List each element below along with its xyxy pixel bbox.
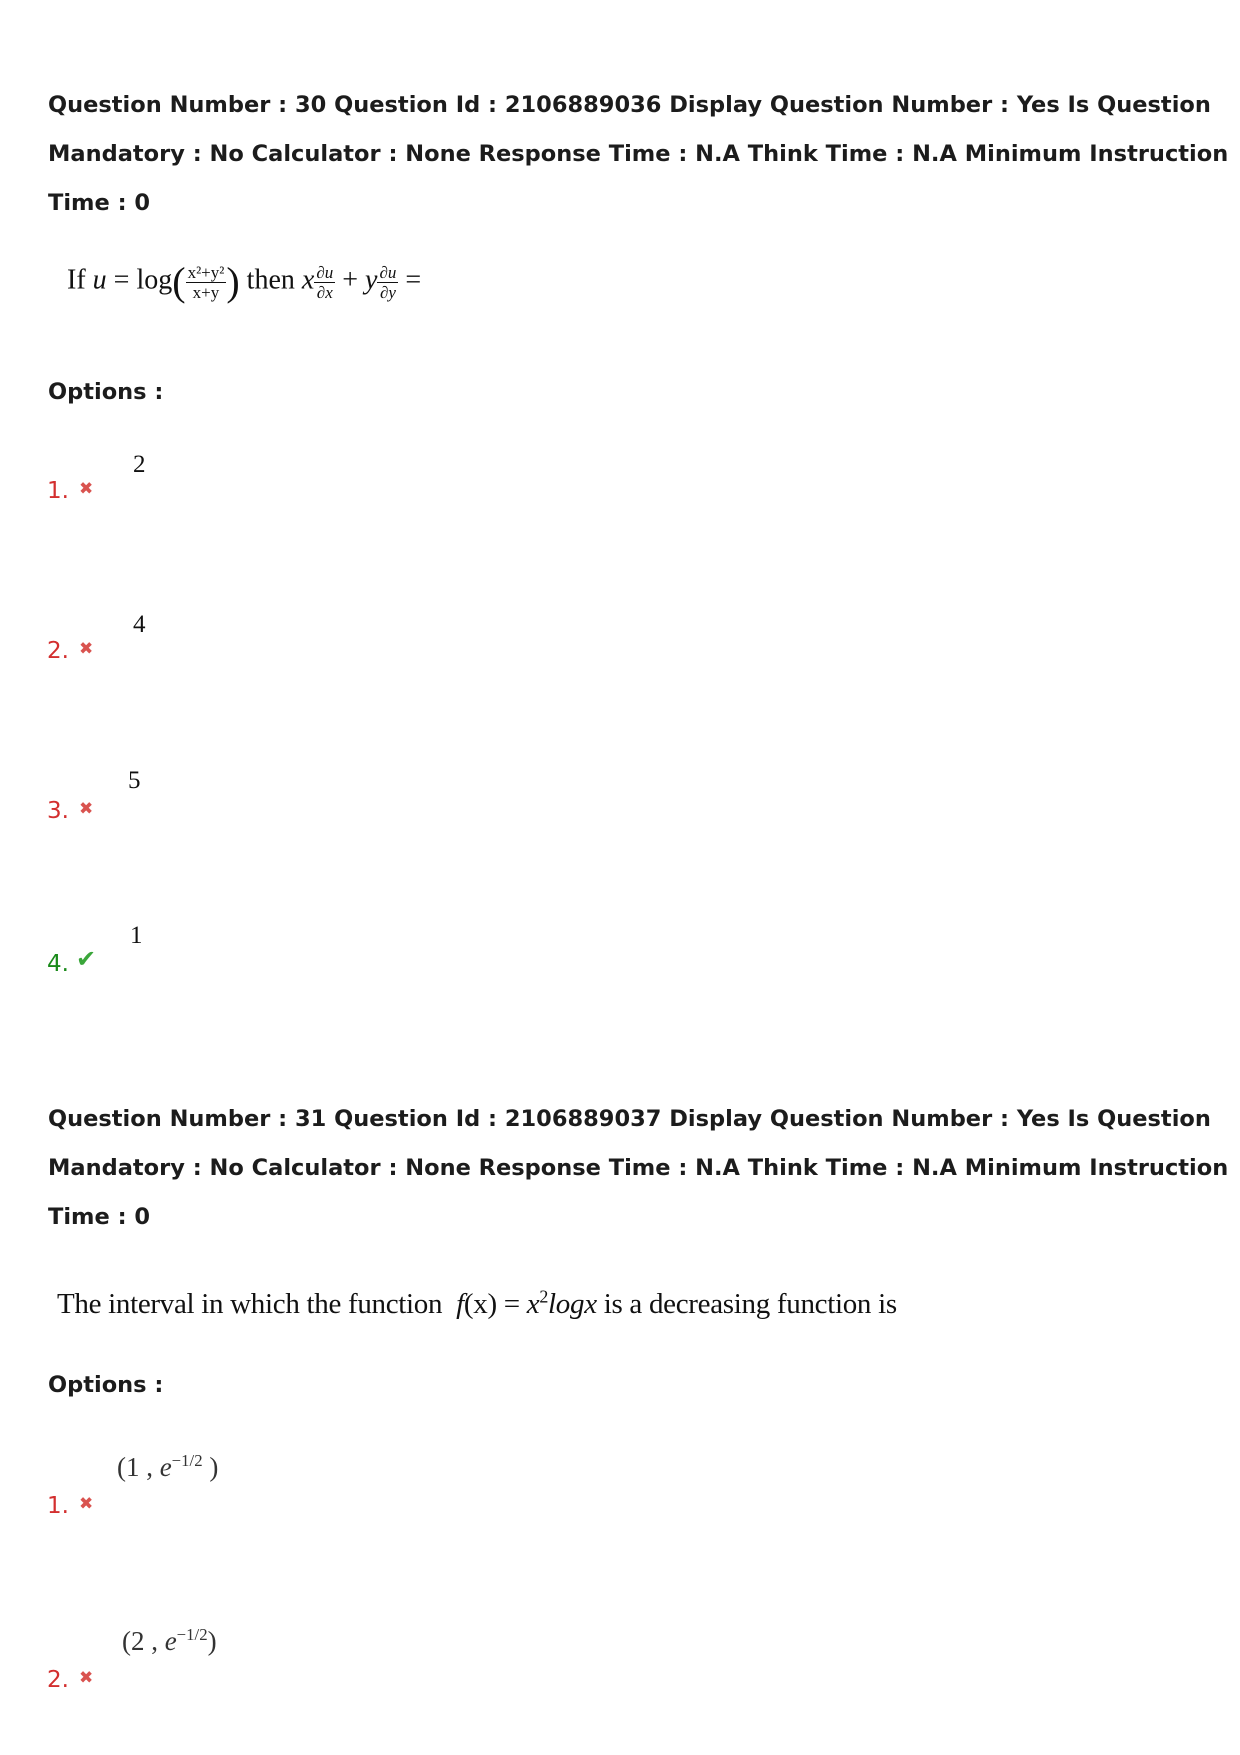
interval-exponent: −1/2 (176, 1625, 208, 1644)
options-label: Options : (48, 1372, 164, 1398)
stem-operator: = (113, 264, 130, 296)
stem-function: log (136, 264, 173, 296)
option-value: 2 (133, 451, 146, 478)
stem-var: u (92, 264, 107, 296)
interval-base: e (159, 1452, 172, 1482)
header-line: Time : 0 (48, 1204, 151, 1230)
interval-open: (2 , (122, 1626, 158, 1656)
check-icon: ✔ (76, 946, 97, 973)
option-value (122, 1626, 217, 1657)
cross-icon: ✖ (79, 1494, 94, 1513)
header-line: Mandatory : No Calculator : None Response Time : N.A Think Time : N.A Minimum Instruction (48, 141, 1229, 167)
stem-operator: = (405, 264, 422, 296)
question-31-header (48, 1095, 1229, 1242)
interval-exponent: −1/2 (171, 1451, 203, 1470)
question-30-header (48, 81, 1229, 228)
interval-base: e (164, 1626, 177, 1656)
option-value (117, 1452, 218, 1483)
fraction-denominator: ∂y (379, 282, 396, 302)
option-number: 2. (47, 638, 69, 664)
fraction-numerator: x²+y² (187, 262, 225, 282)
option-value: 4 (133, 611, 146, 638)
option-number: 1. (47, 1493, 69, 1519)
option-number: 4. (47, 951, 69, 977)
fraction-numerator: ∂u (379, 262, 397, 282)
cross-icon: ✖ (79, 479, 94, 498)
interval-close: ) (209, 1452, 219, 1482)
option-number: 3. (47, 798, 69, 824)
right-paren: ) (226, 259, 240, 304)
interval-close: ) (207, 1626, 217, 1656)
stem-var: x (526, 1288, 540, 1320)
header-line: Question Number : 31 Question Id : 2106889037 Display Question Number : Yes Is Question (48, 1106, 1211, 1132)
stem-text: If (67, 264, 86, 296)
stem-var: logx (548, 1288, 597, 1320)
cross-icon: ✖ (79, 799, 94, 818)
stem-exponent: 2 (539, 1286, 549, 1307)
stem-text: The interval in which the function (57, 1288, 443, 1320)
header-line: Mandatory : No Calculator : None Response Time : N.A Think Time : N.A Minimum Instruction (48, 1155, 1229, 1181)
stem-var: f (456, 1288, 464, 1320)
interval-open: (1 , (117, 1452, 153, 1482)
cross-icon: ✖ (79, 1668, 94, 1687)
stem-var: (x) (463, 1288, 497, 1320)
option-value: 1 (130, 922, 143, 949)
option-value: 5 (128, 767, 141, 794)
stem-var: x (301, 264, 315, 296)
options-label: Options : (48, 379, 164, 405)
stem-text: is a decreasing function is (603, 1288, 897, 1320)
fraction-denominator: ∂x (316, 282, 333, 302)
cross-icon: ✖ (79, 639, 94, 658)
option-number: 1. (47, 478, 69, 504)
partial-u-y (377, 263, 398, 302)
partial-u-x (314, 263, 335, 302)
fraction-numerator: ∂u (316, 262, 334, 282)
stem-operator: = (503, 1288, 520, 1320)
question-31-stem (57, 1288, 897, 1321)
option-number: 2. (47, 1667, 69, 1693)
left-paren: ( (172, 259, 186, 304)
header-line: Time : 0 (48, 190, 151, 216)
fraction-denominator: x+y (192, 282, 220, 302)
stem-operator: + (342, 264, 359, 296)
question-30-stem (67, 259, 422, 304)
stem-var: y (365, 264, 378, 296)
header-line: Question Number : 30 Question Id : 2106889036 Display Question Number : Yes Is Question (48, 92, 1211, 118)
stem-text: then (246, 264, 295, 296)
log-fraction (186, 263, 227, 302)
